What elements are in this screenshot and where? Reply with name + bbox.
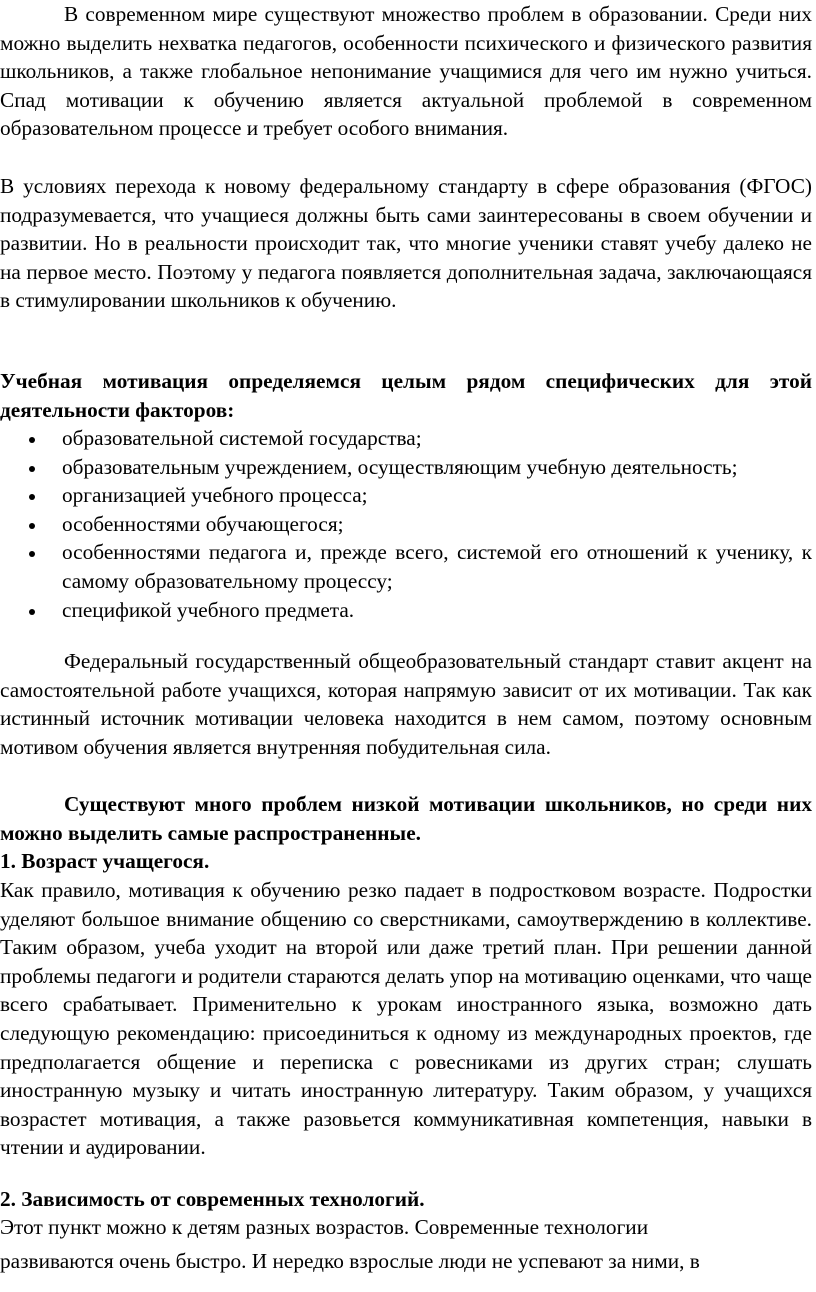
- problems-heading: Существуют много проблем низкой мотивации школьников, но среди них можно выделить самые распространенные.: [0, 792, 812, 845]
- bullet-icon: [29, 551, 35, 557]
- list-item: [0, 424, 812, 453]
- factors-heading: Учебная мотивация определяемся целым рядом специфических для этой деятельности факторов:: [0, 369, 812, 422]
- list-item: [0, 596, 812, 625]
- bullet-icon: [29, 466, 35, 472]
- list-item-text: образовательной системой государства;: [62, 426, 422, 450]
- list-item: [0, 510, 812, 539]
- list-item-text: особенностями обучающегося;: [62, 511, 344, 536]
- bullet-icon: [29, 523, 35, 529]
- bullet-icon: [29, 609, 35, 615]
- list-item-text: спецификой учебного предмета.: [62, 597, 355, 622]
- section-2-line-2: развиваются очень быстро. И нередко взрослые люди не успевают за ними, в: [0, 1249, 700, 1273]
- factors-list: [0, 424, 812, 624]
- list-item-text: образовательным учреждением, осуществляющим учебную деятельность;: [62, 454, 738, 479]
- bullet-icon: [29, 437, 35, 443]
- section-2-title: 2. Зависимость от современных технологий.: [0, 1187, 425, 1211]
- list-item: [0, 453, 812, 482]
- intro-paragraph-1: В современном мире существуют множество проблем в образовании. Среди них можно выделить нехватка педагогов, особенности психического и физического развития школьников, а также глобальное непонимание учащимися для чего им нужно учиться. Спад мотивации к обучению является актуальной проблемой в современном образовательном процессе и требует особого внимания.: [0, 2, 812, 141]
- standard-paragraph: Федеральный государственный общеобразовательный стандарт ставит акцент на самостоятельной работе учащихся, которая напрямую зависит от их мотивации. Так как истинный источник мотивации человека находится в нем самом, поэтому основным мотивом обучения является внутренняя побудительная сила.: [0, 649, 812, 759]
- section-1-text: Как правило, мотивация к обучению резко падает в подростковом возрасте. Подростки уделяют большое внимание общению со сверстниками, самоутверждению в коллективе. Таким образом, учеба уходит на второй или даже третий план. При решении данной проблемы педагоги и родители стараются делать упор на мотивацию оценками, что чаще всего срабатывает. Применительно к урокам иностранного языка, возможно дать следующую рекомендацию: присоединиться к одному из международных проектов, где предполагается общение и переписка с ровесниками из других стран; слушать иностранную музыку и читать иностранную литературу. Таким образом, у учащихся возрастет мотивация, а также разовьется коммуникативная компетенция, навыки в чтении и аудировании.: [0, 878, 812, 1160]
- section-2-line-1: Этот пункт можно к детям разных возрастов. Современные технологии: [0, 1215, 649, 1239]
- list-item: [0, 481, 812, 510]
- list-item-text: особенностями педагога и, прежде всего, системой его отношений к ученику, к самому образовательному процессу;: [62, 540, 812, 593]
- bullet-icon: [29, 494, 35, 500]
- intro-paragraph-2: В условиях перехода к новому федеральному стандарту в сфере образования (ФГОС) подразумевается, что учащиеся должны быть сами заинтересованы в своем обучении и развитии. Но в реальности происходит так, что многие ученики ставят учебу далеко не на первое место. Поэтому у педагога появляется дополнительная задача, заключающаяся в стимулировании школьников к обучению.: [0, 174, 812, 313]
- list-item: [0, 538, 812, 595]
- list-item-text: организацией учебного процесса;: [62, 483, 368, 508]
- section-1-title: 1. Возраст учащегося.: [0, 849, 210, 873]
